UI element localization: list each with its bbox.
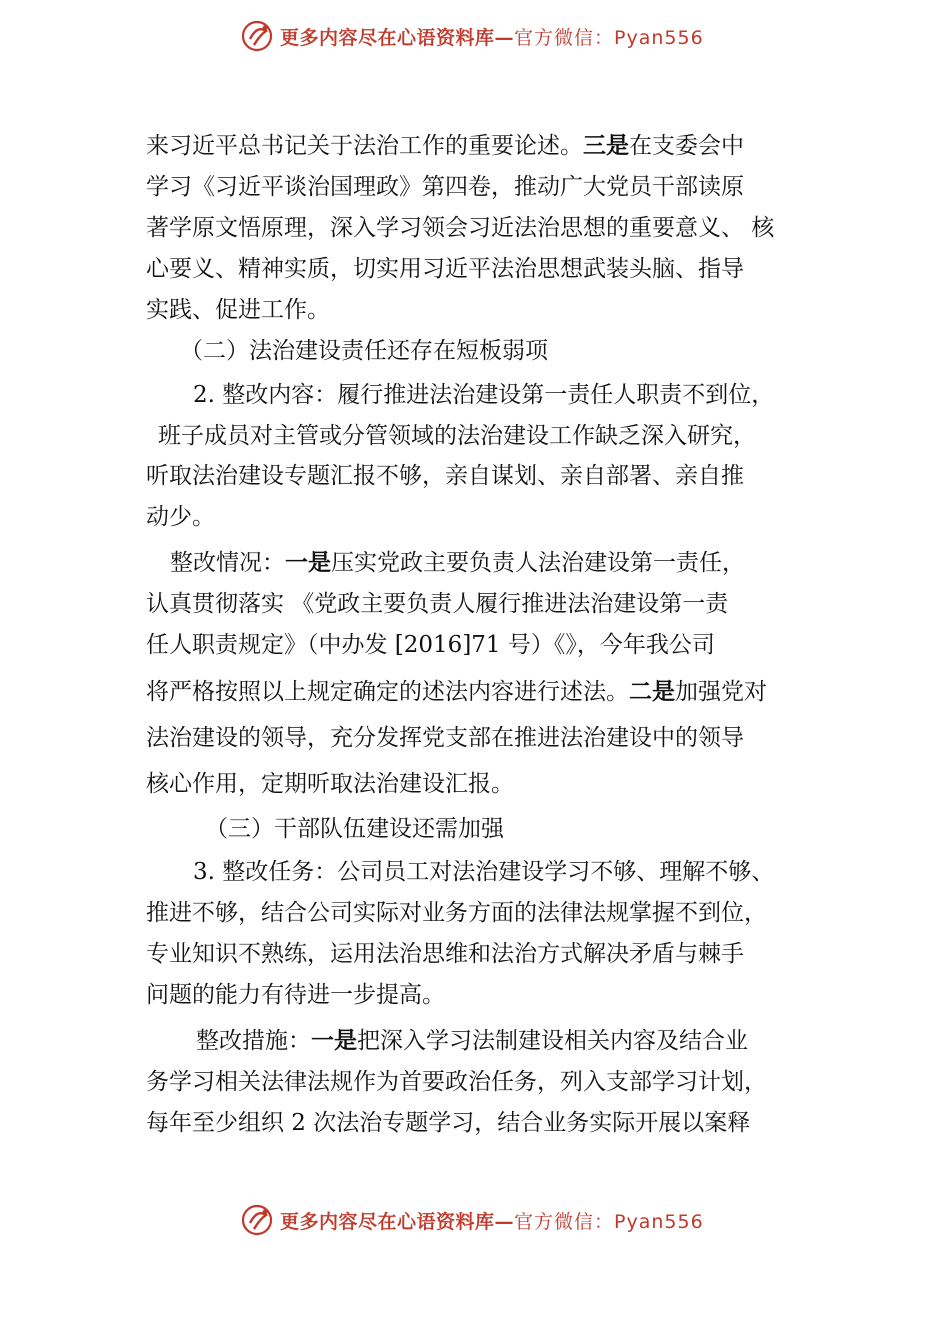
- text-line: 推进不够，结合公司实际对业务方面的法律法规掌握不到位，: [146, 900, 767, 926]
- text-line: 将严格按照以上规定确定的述法内容进行述法。二是加强党对: [146, 679, 767, 705]
- section-heading: （二）法治建设责任还存在短板弱项: [180, 338, 548, 364]
- text-line: 法治建设的领导，充分发挥党支部在推进法治建设中的领导: [146, 725, 744, 751]
- text-line: 3. 整改任务：公司员工对法治建设学习不够、理解不够、: [193, 859, 775, 885]
- watermark-text: 更多内容尽在心语资料库—: [280, 1210, 515, 1233]
- text-line: 核心作用，定期听取法治建设汇报。: [146, 771, 514, 797]
- text-line: 问题的能力有待进一步提高。: [146, 982, 445, 1008]
- text-line: 每年至少组织 2 次法治专题学习，结合业务实际开展以案释: [146, 1110, 751, 1136]
- text-line: 班子成员对主管或分管领域的法治建设工作缺乏深入研究，: [158, 423, 756, 449]
- text-line: 整改情况：一是压实党政主要负责人法治建设第一责任，: [170, 550, 745, 576]
- text-line: 务学习相关法律法规作为首要政治任务，列入支部学习计划，: [146, 1069, 767, 1095]
- text-line: 实践、促进工作。: [146, 297, 330, 323]
- watermark-header: [240, 18, 704, 54]
- text-line: 专业知识不熟练，运用法治思维和法治方式解决矛盾与棘手: [146, 941, 744, 967]
- text-line: 动少。: [146, 504, 215, 530]
- logo-icon: [240, 19, 274, 53]
- logo-icon: [240, 1203, 274, 1237]
- text-line: 著学原文悟原理，深入学习领会习近法治思想的重要意义、 核: [146, 215, 775, 241]
- text-line: 认真贯彻落实 《党政主要负责人履行推进法治建设第一责: [146, 591, 729, 617]
- text-line: 2. 整改内容：履行推进法治建设第一责任人职责不到位，: [193, 382, 775, 408]
- watermark-wechat: 官方微信：Pyan556: [514, 1210, 704, 1233]
- text-line: 听取法治建设专题汇报不够，亲自谋划、亲自部署、亲自推: [146, 463, 744, 489]
- watermark-footer: [240, 1202, 704, 1238]
- watermark-wechat: 官方微信：Pyan556: [514, 26, 704, 49]
- text-line: 学习《习近平谈治国理政》第四卷，推动广大党员干部读原: [146, 174, 744, 200]
- text-line: 心要义、精神实质，切实用习近平法治思想武装头脑、指导: [146, 256, 744, 282]
- watermark-text: 更多内容尽在心语资料库—: [280, 26, 515, 49]
- text-line: 任人职责规定》（中办发 [2016]71 号）《》，今年我公司: [146, 632, 715, 658]
- text-line: 来习近平总书记关于法治工作的重要论述。三是在支委会中: [146, 133, 744, 159]
- section-heading: （三）干部队伍建设还需加强: [205, 816, 504, 842]
- text-line: 整改措施：一是把深入学习法制建设相关内容及结合业: [196, 1028, 748, 1054]
